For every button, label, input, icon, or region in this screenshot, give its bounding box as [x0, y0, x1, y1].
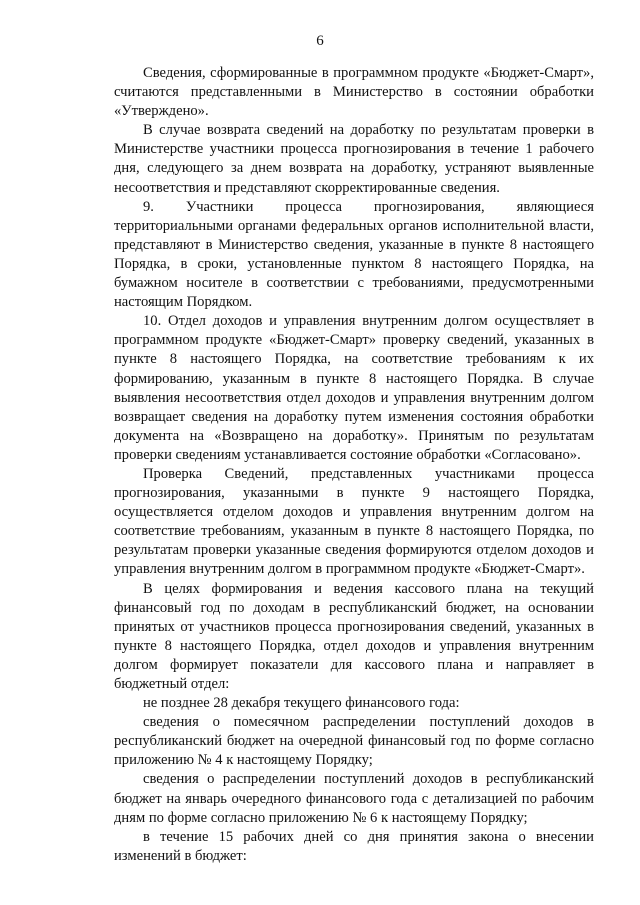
paragraph-monthly-distribution: сведения о помесячном распределении поступлений доходов в республиканский бюджет на очередной финансовый год по форме согласно приложению № 4 к настоящему Порядку; — [114, 714, 594, 769]
paragraph-deadline-december: не позднее 28 декабря текущего финансового года: — [143, 695, 460, 712]
page-number: 6 — [316, 33, 324, 49]
paragraph-verification: Проверка Сведений, представленных участниками процесса прогнозирования, указанными в пункте 9 настоящего Порядка, осуществляется отделом доходов и управления внутренним долгом на соответствие требованиям, указанным в пункте 8 настоящего Порядка, по результатам проверки указанные сведения формируются отделом доходов и управления внутренним долгом в программном продукте «Бюджет-Смарт». — [114, 465, 594, 578]
paragraph-submission-status: Сведения, сформированные в программном продукте «Бюджет-Смарт», считаются представленными в Министерство в состоянии обработки «Утверждено». — [114, 65, 594, 120]
paragraph-15-days: в течение 15 рабочих дней со дня принятия закона о внесении изменений в бюджет: — [114, 828, 594, 864]
document-body — [114, 64, 594, 866]
paragraph-item-10: 10. Отдел доходов и управления внутренним долгом осуществляет в программном продукте «Бюджет-Смарт» проверку сведений, указанных в пункте 8 настоящего Порядка, на соответствие требованиям к их формированию, указанным в пункте 8 настоящего Порядка. В случае выявления несоответствия отдел доходов и управления внутренним долгом возвращает сведения на доработку путем изменения состояния обработки документа на «Возвращено на доработку». Принятым по результатам проверки сведениям устанавливается состояние обработки «Согласовано». — [114, 313, 594, 463]
paragraph-item-9: 9. Участники процесса прогнозирования, являющиеся территориальными органами федеральных органов исполнительной власти, представляют в Министерство сведения, указанные в пункте 8 настоящего Порядка, в сроки, установленные пунктом 8 настоящего Порядка, на бумажном носителе в соответствии с требованиями, предусмотренными настоящим Порядком. — [114, 198, 594, 311]
paragraph-january-distribution: сведения о распределении поступлений доходов в республиканский бюджет на январь очередного финансового года с детализацией по рабочим дням по форме согласно приложению № 6 к настоящему Порядку; — [114, 771, 594, 826]
paragraph-return-for-revision: В случае возврата сведений на доработку по результатам проверки в Министерстве участники процесса прогнозирования в течение 1 рабочего дня, следующего за днем возврата на доработку, устраняют выявленные несоответствия и представляют скорректированные сведения. — [114, 122, 594, 196]
paragraph-cash-plan: В целях формирования и ведения кассового плана на текущий финансовый год по доходам в республиканский бюджет, на основании принятых от участников процесса прогнозирования сведений, указанных в пункте 8 настоящего Порядка, отдел доходов и управления внутренним долгом формирует показатели для кассового плана и направляет в бюджетный отдел: — [114, 580, 594, 692]
